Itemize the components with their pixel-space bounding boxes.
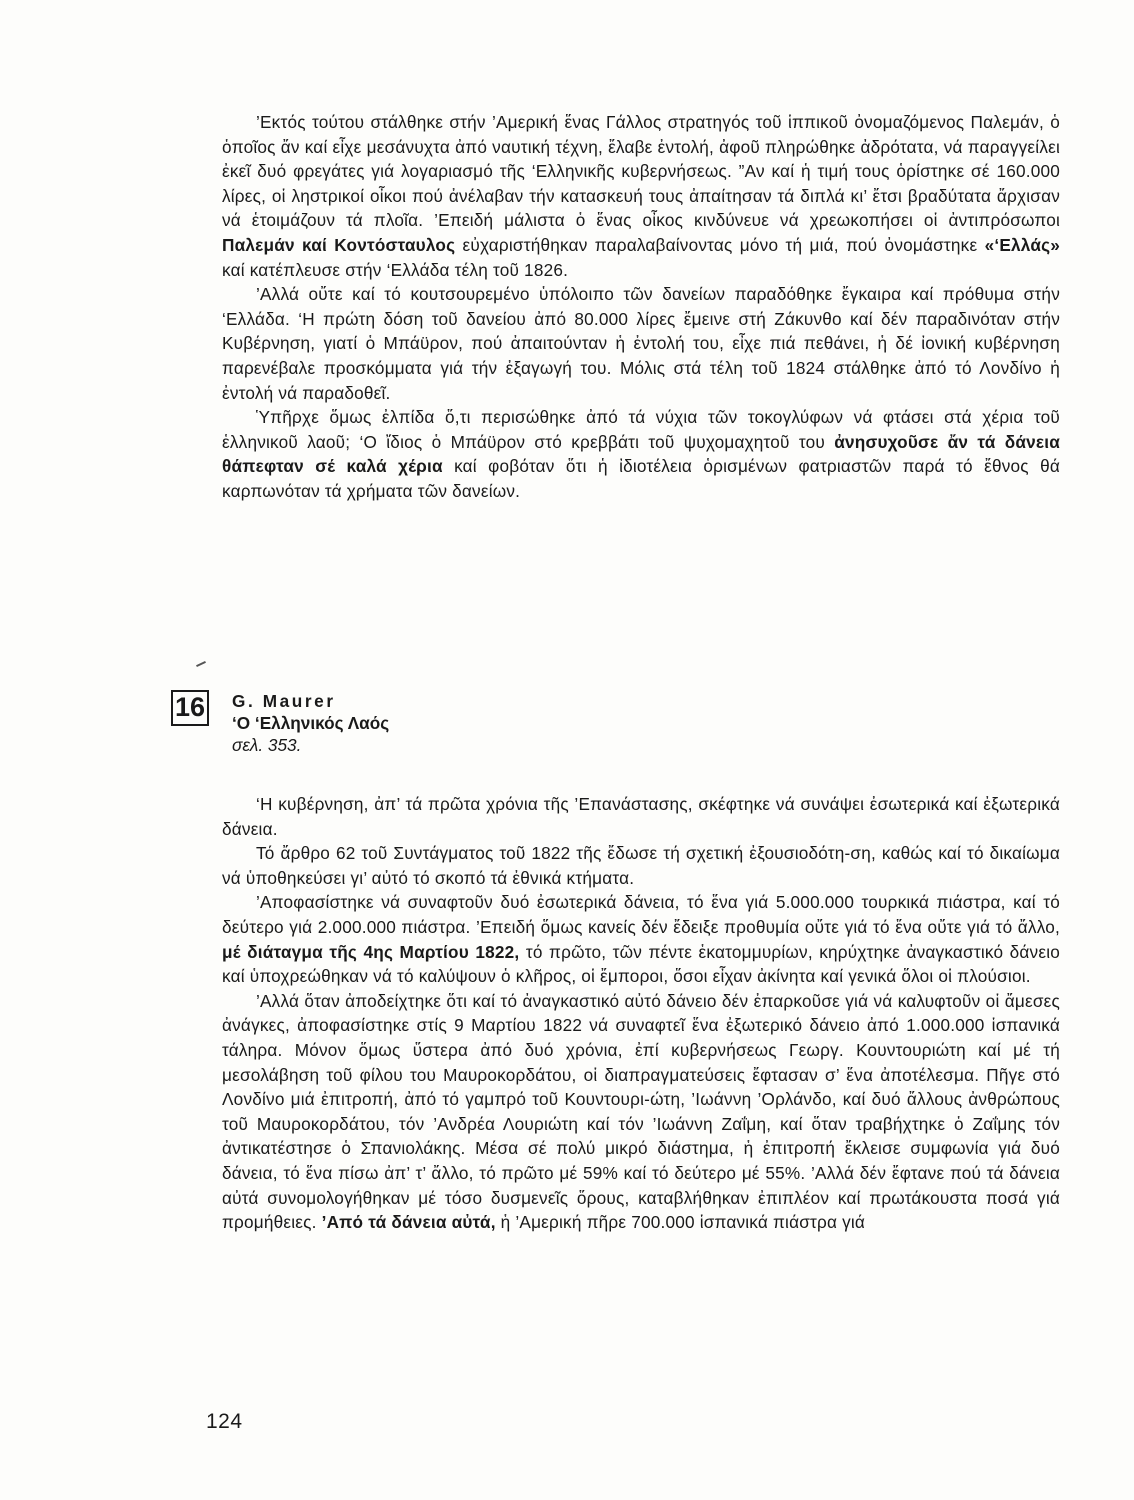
- page-number: 124: [206, 1410, 243, 1433]
- source-number-box: 16: [171, 690, 209, 726]
- paragraph: Τό ἄρθρο 62 τοῦ Συντάγματος τοῦ 1822 τῆς ἔδωσε τή σχετική ἐξουσιοδότη-ση, καθώς καί τό δικαίωμα νά ὑποθηκεύσει γι’ αὐτό τό σκοπό τά ἐθνικά κτήματα.: [222, 843, 1060, 888]
- paragraph: Ὑπῆρχε ὅμως ἐλπίδα ὅ,τι περισώθηκε ἀπό τά νύχια τῶν τοκογλύφων νά φτάσει στά χέρια τοῦ ἑλληνικοῦ λαοῦ; ‘Ο ἴδιος ὁ Μπάϋρον στό κρεββάτι τοῦ ψυχομαχητοῦ του ἀνησυχοῦσε ἄν τά δάνεια θάπεφταν σέ καλά χέρια καί φοβόταν ὅτι ἡ ἰδιοτέλεια ὁρισμένων φατριαστῶν παρά τό ἔθνος θά καρπωνόταν τά χρήματα τῶν δανείων.: [222, 407, 1061, 501]
- top-text-block: [222, 110, 1060, 504]
- bold-phrase: μέ διάταγμα τῆς 4ης Μαρτίου 1822,: [222, 941, 520, 962]
- bottom-text-block: [222, 792, 1060, 1235]
- margin-tick-mark: [196, 661, 206, 667]
- source-author: G. Maurer: [232, 691, 336, 711]
- paragraph: ’Αλλά οὔτε καί τό κουτσουρεμένο ὑπόλοιπο τῶν δανείων παραδόθηκε ἔγκαιρα καί πρόθυμα στήν ‘Ελλάδα. ‘Η πρώτη δόση τοῦ δανείου ἀπό 80.000 λίρες ἔμεινε στή Ζάκυνθο καί δέν παραδινόταν στήν Κυβέρνηση, γιατί ὁ Μπάϋρον, πού ἀπαιτούνταν ἡ ἐντολή του, εἶχε πιά πεθάνει, ἡ δέ ἰονική κυβέρνηση παρενέβαλε προσκόμματα γιά τήν ἐξαγωγή του. Μόλις στά τέλη τοῦ 1824 στάλθηκε ἀπό τό Λονδίνο ἡ ἐντολή νά παραδοθεῖ.: [222, 284, 1060, 403]
- paragraph: ’Αποφασίστηκε νά συναφτοῦν δυό ἐσωτερικά δάνεια, τό ἕνα γιά 5.000.000 τουρκικά πιάστρα, καί τό δεύτερο γιά 2.000.000 πιάστρα. ’Επειδή ὅμως κανείς δέν ἔδειξε προθυμία οὔτε γιά τό ἕνα οὔτε γιά τό ἄλλο, μέ διάταγμα τῆς 4ης Μαρτίου 1822, τό πρῶτο, τῶν πέντε ἑκατομμυρίων, κηρύχτηκε ἀναγκαστικό δάνειο καί ὑποχρεώθηκαν νά τό καλύψουν ὁ κλῆρος, οἱ ἔμποροι, ὅσοι εἶχαν ἀκίνητα καί γενικά ὅλοι οἱ πλούσιοι.: [222, 892, 1060, 987]
- paragraph: ’Εκτός τούτου στάλθηκε στήν ’Αμερική ἕνας Γάλλος στρατηγός τοῦ ἱππικοῦ ὀνομαζόμενος Παλεμάν, ὁ ὁποῖος ἄν καί εἶχε μεσάνυχτα ἀπό ναυτική τέχνη, ἔλαβε ἐντολή, ἀφοῦ πληρώθηκε ἀδρότατα, νά παραγγείλει ἐκεῖ δυό φρεγάτες γιά λογαριασμό τῆς ‘Ελληνικῆς κυβερνήσεως. ”Αν καί ἡ τιμή τους ὁρίστηκε σέ 160.000 λίρες, οἱ ληστρικοί οἶκοι πού ἀνέλαβαν τήν κατασκευή τους ἀπαίτησαν τά διπλά κι’ ἔτσι βραδύτατα ἄρχισαν νά ἑτοιμάζουν τά πλοῖα. ’Επειδή μάλιστα ὁ ἕνας οἶκος κινδύνευε νά χρεωκοπήσει οἱ ἀντιπρόσωποι Παλεμάν καί Κοντόσταυλος εὐχαριστήθηκαν παραλαβαίνοντας μόνο τή μιά, πού ὀνομάστηκε «‘Ελλάς» καί κατέπλευσε στήν ‘Ελλάδα τέλη τοῦ 1826.: [222, 112, 1061, 280]
- source-reference: [232, 690, 389, 756]
- bold-phrase: ἀνησυχοῦσε ἄν τά δάνεια θάπεφταν σέ καλά χέρια: [222, 431, 1061, 477]
- paragraph: ‘Η κυβέρνηση, ἀπ’ τά πρῶτα χρόνια τῆς ’Επανάστασης, σκέφτηκε νά συνάψει ἐσωτερικά καί ἐξωτερικά δάνεια.: [222, 794, 1060, 839]
- source-title: ‘Ο ‘Ελληνικός Λαός: [232, 713, 390, 733]
- bold-phrase: Παλεμάν καί Κοντόσταυλος: [222, 234, 456, 255]
- source-page: σελ. 353.: [232, 735, 302, 755]
- paragraph: ’Αλλά ὅταν ἀποδείχτηκε ὅτι καί τό ἀναγκαστικό αὐτό δάνειο δέν ἐπαρκοῦσε γιά νά καλυφτοῦν οἱ ἄμεσες ἀνάγκες, ἀποφασίστηκε στίς 9 Μαρτίου 1822 νά συναφτεῖ ἕνα ἐξωτερικό δάνειο ἀπό 1.000.000 ἱσπανικά τάληρα. Μόνον ὅμως ὕστερα ἀπό δυό χρόνια, ἐπί κυβερνήσεως Γεωργ. Κουντουριώτη καί μέ τή μεσολάβηση τοῦ φίλου του Μαυροκορδάτου, οἱ διαπραγματεύσεις ἔφτασαν σ’ ἕνα ἀποτέλεσμα. Πῆγε στό Λονδίνο μιά ἐπιτροπή, ἀπό τό γαμπρό τοῦ Κουντουρι-ώτη, ’Ιωάννη ’Ορλάνδο, καί δυό ἄλλους ἀνθρώπους τοῦ Μαυροκορδάτου, τόν ’Ανδρέα Λουριώτη καί τόν ’Ιωάννη Ζαΐμη, καί ὅταν τραβήχτηκε ὁ Ζαΐμης τόν ἀντικατέστησε ὁ Σπανιολάκης. Μέσα σέ πολύ μικρό διάστημα, ἡ ἐπιτροπή ἔκλεισε συμφωνία γιά δυό δάνεια, τό ἕνα πίσω ἀπ’ τ’ ἄλλο, τό πρῶτο μέ 59% καί τό δεύτερο μέ 55%. ’Αλλά δέν ἔφτανε πού τά δάνεια αὐτά συνομολογήθηκαν μέ τόσο δυσμενεῖς ὅρους, καταβλήθηκαν ἐπιπλέον καί πρωτάκουστα ποσά γιά προμήθειες. ’Από τά δάνεια αὐτά, ἡ ’Αμερική πῆρε 700.000 ἱσπανικά πιάστρα γιά: [222, 990, 1060, 1233]
- bold-phrase: ’Από τά δάνεια αὐτά,: [321, 1212, 496, 1233]
- bold-phrase: «‘Ελλάς»: [984, 234, 1061, 255]
